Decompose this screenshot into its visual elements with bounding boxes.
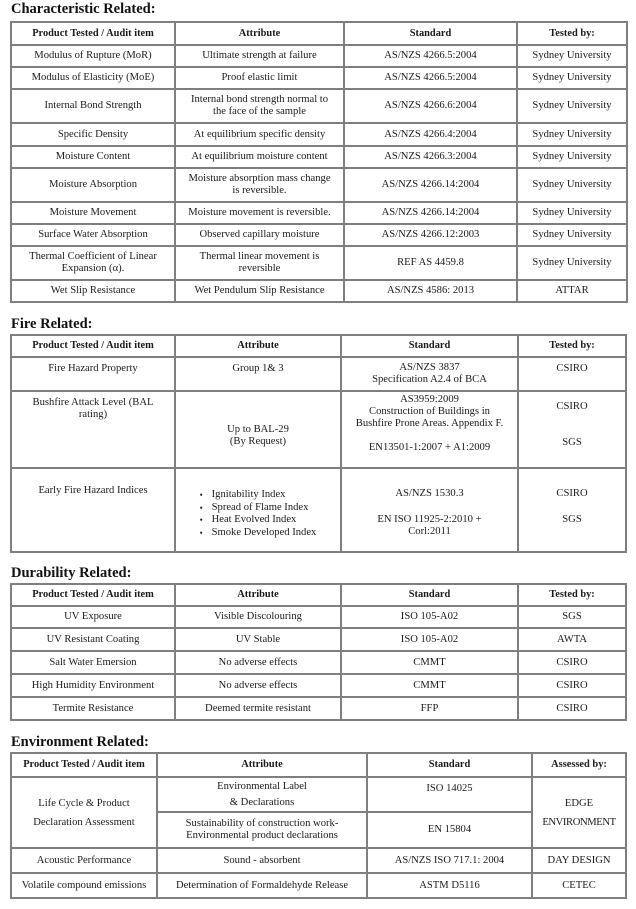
standard-cell: EN 15804	[367, 812, 532, 848]
column-header-standard: Standard	[367, 753, 532, 777]
attribute-cell: Deemed termite resistant	[175, 697, 341, 720]
item-cell: Modulus of Elasticity (MoE)	[11, 67, 175, 89]
table-row	[11, 67, 627, 89]
column-header-standard: Standard	[344, 22, 517, 45]
item-line: Declaration Assessment	[33, 816, 135, 828]
tested-by-cell: Sydney University	[517, 45, 627, 67]
tested-by-cell: Sydney University	[517, 202, 627, 224]
column-header-attribute: Attribute	[175, 335, 341, 357]
list-item: • Heat Evolved Index	[200, 514, 317, 527]
tested-by-cell: Sydney University	[517, 146, 627, 168]
item-cell: Thermal Coefficient of Linear Expansion (α).	[11, 246, 175, 280]
table-row	[11, 224, 627, 246]
standard-cell: CMMT	[341, 651, 518, 674]
table-row	[11, 357, 626, 391]
standard-line: EN13501-1:2007 + A1:2009	[368, 442, 491, 453]
tested-by-cell: Sydney University	[517, 168, 627, 202]
table-row	[11, 146, 627, 168]
attribute-line: (By Request)	[229, 435, 287, 447]
attribute-cell: Ultimate strength at failure	[175, 45, 344, 67]
table-row	[11, 697, 626, 720]
standard-cell: AS/NZS 4266.5:2004	[344, 67, 517, 89]
item-cell: Bushfire Attack Level (BAL rating)	[11, 391, 175, 468]
tested-by-cell: CSIRO	[518, 651, 626, 674]
attribute-cell	[157, 812, 367, 848]
attribute-cell: Group 1& 3	[175, 357, 341, 391]
section-title-environment: Environment Related:	[11, 734, 149, 750]
attribute-cell: Thermal linear movement is reversible	[175, 246, 344, 280]
standard-cell: AS/NZS 4266.6:2004	[344, 89, 517, 123]
tested-by-cell: Sydney University	[517, 246, 627, 280]
standard-cell	[341, 391, 518, 468]
tested-by-line: CSIRO	[556, 401, 588, 412]
attribute-cell: UV Stable	[175, 628, 341, 651]
item-cell: Moisture Movement	[11, 202, 175, 224]
attribute-line: & Declarations	[229, 796, 295, 808]
list-item: • Spread of Flame Index	[200, 502, 317, 515]
assessed-by-cell: DAY DESIGN	[532, 848, 626, 873]
table-header-row	[11, 335, 626, 357]
list-item: • Smoke Developed Index	[200, 527, 317, 540]
section-title-durability: Durability Related:	[11, 565, 132, 581]
standard-line: AS3959:2009	[400, 394, 459, 405]
attribute-cell: No adverse effects	[175, 651, 341, 674]
tested-by-line: SGS	[562, 437, 582, 448]
tested-by-cell	[518, 468, 626, 552]
attribute-line: Environmental product declarations	[186, 830, 338, 841]
standard-cell: ISO 14025	[367, 777, 532, 812]
column-header-standard: Standard	[341, 335, 518, 357]
attribute-line: Environmental Label	[217, 780, 307, 792]
tested-by-cell: Sydney University	[517, 224, 627, 246]
column-header-assessed-by: Assessed by:	[532, 753, 626, 777]
column-header-standard: Standard	[341, 584, 518, 606]
table-row	[11, 123, 627, 146]
tested-by-cell: Sydney University	[517, 89, 627, 123]
attribute-cell	[175, 391, 341, 468]
attribute-line: Sustainability of construction work-	[185, 818, 339, 829]
attribute-cell	[157, 777, 367, 812]
standard-line: Specification A2.4 of BCA	[372, 374, 487, 385]
column-header-item: Product Tested / Audit item	[11, 335, 175, 357]
standard-line: Bushfire Prone Areas. Appendix F.	[355, 418, 504, 429]
column-header-attribute: Attribute	[157, 753, 367, 777]
attribute-cell: Determination of Formaldehyde Release	[157, 873, 367, 898]
standard-cell: ASTM D5116	[367, 873, 532, 898]
attribute-cell: Moisture movement is reversible.	[175, 202, 344, 224]
section-title-fire: Fire Related:	[11, 316, 93, 332]
column-header-tested-by: Tested by:	[518, 335, 626, 357]
standard-cell: AS/NZS ISO 717.1: 2004	[367, 848, 532, 873]
item-cell: Moisture Content	[11, 146, 175, 168]
section-title-characteristic: Characteristic Related:	[11, 1, 156, 17]
column-header-item: Product Tested / Audit item	[11, 22, 175, 45]
table-row	[11, 202, 627, 224]
standard-cell: ISO 105-A02	[341, 606, 518, 628]
item-line: Life Cycle & Product	[38, 797, 130, 809]
table-header-row	[11, 584, 626, 606]
item-cell: UV Resistant Coating	[11, 628, 175, 651]
table-row	[11, 45, 627, 67]
item-cell: Fire Hazard Property	[11, 357, 175, 391]
table-row	[11, 280, 627, 302]
tested-by-cell: Sydney University	[517, 67, 627, 89]
standard-cell: REF AS 4459.8	[344, 246, 517, 280]
tested-by-cell: SGS	[518, 606, 626, 628]
environment-table	[10, 752, 627, 899]
item-cell: High Humidity Environment	[11, 674, 175, 697]
table-row	[11, 468, 626, 552]
table-row	[11, 168, 627, 202]
tested-by-cell: CSIRO	[518, 357, 626, 391]
attribute-cell	[175, 468, 341, 552]
fire-table	[10, 334, 627, 553]
attribute-cell: Observed capillary moisture	[175, 224, 344, 246]
table-row	[11, 873, 626, 898]
table-row	[11, 848, 626, 873]
column-header-item: Product Tested / Audit item	[11, 753, 157, 777]
standard-line: Corl:2011	[408, 526, 451, 537]
list-item: • Ignitability Index	[200, 489, 317, 502]
attribute-list	[200, 489, 317, 539]
standard-line: AS/NZS 3837	[399, 362, 460, 373]
item-cell: Moisture Absorption	[11, 168, 175, 202]
tested-by-cell: Sydney University	[517, 123, 627, 146]
standard-cell: FFP	[341, 697, 518, 720]
tested-by-cell: CSIRO	[518, 697, 626, 720]
column-header-tested-by: Tested by:	[517, 22, 627, 45]
tested-by-cell: AWTA	[518, 628, 626, 651]
table-row	[11, 391, 626, 468]
column-header-attribute: Attribute	[175, 22, 344, 45]
standard-line: AS/NZS 1530.3	[395, 488, 464, 499]
item-cell: Volatile compound emissions	[11, 873, 157, 898]
item-cell: Acoustic Performance	[11, 848, 157, 873]
table-row	[11, 606, 626, 628]
item-cell	[11, 777, 157, 848]
standard-cell: AS/NZS 4266.4:2004	[344, 123, 517, 146]
standard-line: EN ISO 11925-2:2010 +	[377, 514, 482, 525]
table-row	[11, 89, 627, 123]
standard-cell	[341, 357, 518, 391]
table-row	[11, 674, 626, 697]
assessed-by-cell	[532, 777, 626, 848]
item-cell: Internal Bond Strength	[11, 89, 175, 123]
standard-cell: AS/NZS 4266.5:2004	[344, 45, 517, 67]
standard-cell: AS/NZS 4266.14:2004	[344, 168, 517, 202]
durability-table	[10, 583, 627, 721]
column-header-attribute: Attribute	[175, 584, 341, 606]
item-cell: Surface Water Absorption	[11, 224, 175, 246]
item-cell: Early Fire Hazard Indices	[11, 468, 175, 552]
standard-cell: AS/NZS 4266.14:2004	[344, 202, 517, 224]
tested-by-line: SGS	[562, 514, 582, 525]
table-header-row	[11, 22, 627, 45]
standard-cell: ISO 105-A02	[341, 628, 518, 651]
table-row	[11, 246, 627, 280]
item-cell: UV Exposure	[11, 606, 175, 628]
attribute-cell: Moisture absorption mass change is reversible.	[175, 168, 344, 202]
item-cell: Specific Density	[11, 123, 175, 146]
item-cell: Salt Water Emersion	[11, 651, 175, 674]
standard-line: Construction of Buildings in	[369, 406, 490, 417]
attribute-line: Up to BAL-29	[227, 423, 289, 435]
attribute-cell: At equilibrium specific density	[175, 123, 344, 146]
column-header-tested-by: Tested by:	[518, 584, 626, 606]
standard-cell: AS/NZS 4586: 2013	[344, 280, 517, 302]
tested-by-cell	[518, 391, 626, 468]
item-cell: Modulus of Rupture (MoR)	[11, 45, 175, 67]
standard-cell: CMMT	[341, 674, 518, 697]
tested-by-cell: CSIRO	[518, 674, 626, 697]
attribute-cell: At equilibrium moisture content	[175, 146, 344, 168]
item-cell: Termite Resistance	[11, 697, 175, 720]
column-header-item: Product Tested / Audit item	[11, 584, 175, 606]
attribute-cell: No adverse effects	[175, 674, 341, 697]
attribute-cell: Visible Discolouring	[175, 606, 341, 628]
attribute-cell: Proof elastic limit	[175, 67, 344, 89]
item-cell: Wet Slip Resistance	[11, 280, 175, 302]
attribute-cell: Wet Pendulum Slip Resistance	[175, 280, 344, 302]
standard-cell	[341, 468, 518, 552]
table-row	[11, 777, 626, 812]
table-row	[11, 628, 626, 651]
tested-by-line: CSIRO	[556, 488, 588, 499]
characteristic-table	[10, 21, 628, 303]
assessed-by-line: EDGE	[564, 797, 594, 809]
standard-cell: AS/NZS 4266.3:2004	[344, 146, 517, 168]
assessed-by-line: ENVIRONMENT	[542, 816, 616, 828]
table-row	[11, 651, 626, 674]
tested-by-cell: ATTAR	[517, 280, 627, 302]
assessed-by-cell: CETEC	[532, 873, 626, 898]
attribute-cell: Sound - absorbent	[157, 848, 367, 873]
table-header-row	[11, 753, 626, 777]
standard-cell: AS/NZS 4266.12:2003	[344, 224, 517, 246]
attribute-cell: Internal bond strength normal to the face of the sample	[175, 89, 344, 123]
